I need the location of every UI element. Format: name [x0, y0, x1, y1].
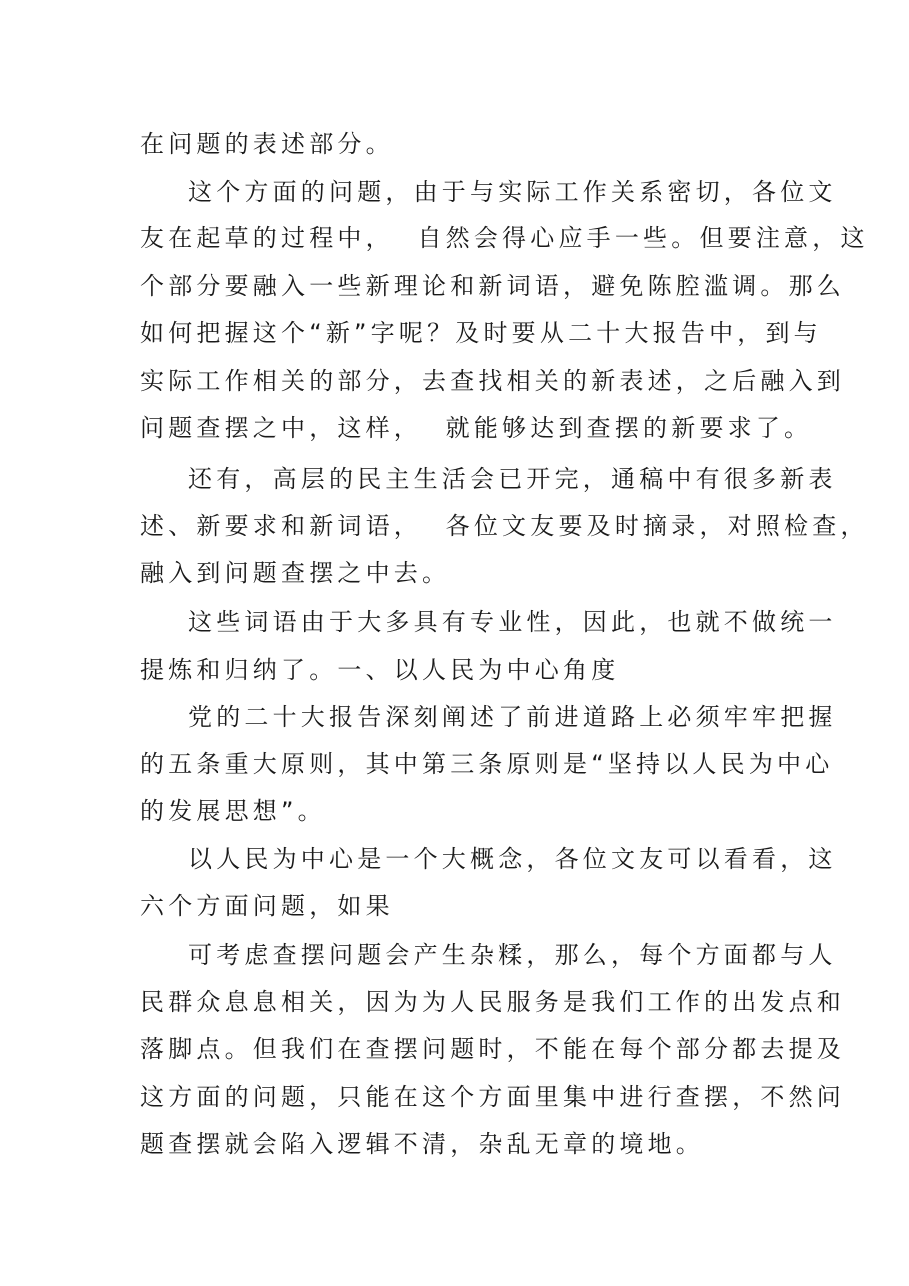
text-line: 六个方面问题，如果 [140, 892, 394, 920]
text-line: 可考虑查摆问题会产生杂糅，那么，每个方面都与人 [188, 941, 837, 969]
text-line: 如何把握这个“新”字呢？及时要从二十大报告中，到与 [140, 319, 822, 347]
text-line: 还有，高层的民主生活会已开完，通稿中有很多新表 [188, 465, 837, 493]
text-line: 这些词语由于大多具有专业性，因此，也就不做统一 [188, 608, 837, 636]
text-line: 民群众息息相关，因为为人民服务是我们工作的出发点和 [140, 988, 845, 1016]
text-line: 党的二十大报告深刻阐述了前进道路上必须牢牢把握 [188, 703, 837, 731]
text-line: 融入到问题查摆之中去。 [140, 559, 451, 587]
text-line: 落脚点。但我们在查摆问题时，不能在每个部分都去提及 [140, 1035, 845, 1063]
text-line: 实际工作相关的部分，去查找相关的新表述，之后融入到 [140, 367, 845, 395]
text-line: 友在起草的过程中， 自然会得心应手一些。但要注意，这 [140, 224, 869, 252]
text-line: 的五条重大原则，其中第三条原则是“坚持以人民为中心 [140, 750, 834, 778]
text-line: 以人民为中心是一个大概念，各位文友可以看看，这 [188, 845, 837, 873]
text-line: 个部分要融入一些新理论和新词语，避免陈腔滥调。那么 [140, 272, 845, 300]
text-line: 述、新要求和新词语， 各位文友要及时摘录，对照检查， [140, 512, 869, 540]
text-line: 这个方面的问题，由于与实际工作关系密切，各位文 [188, 178, 837, 206]
text-line: 提炼和归纳了。一、以人民为中心角度 [140, 656, 620, 684]
text-line: 的发展思想”。 [140, 797, 326, 825]
text-line: 问题查摆之中，这样， 就能够达到查摆的新要求了。 [140, 414, 813, 442]
text-line: 这方面的问题，只能在这个方面里集中进行查摆，不然问 [140, 1083, 845, 1111]
text-line: 题查摆就会陷入逻辑不清，杂乱无章的境地。 [140, 1130, 704, 1158]
text-line: 在问题的表述部分。 [140, 130, 394, 158]
